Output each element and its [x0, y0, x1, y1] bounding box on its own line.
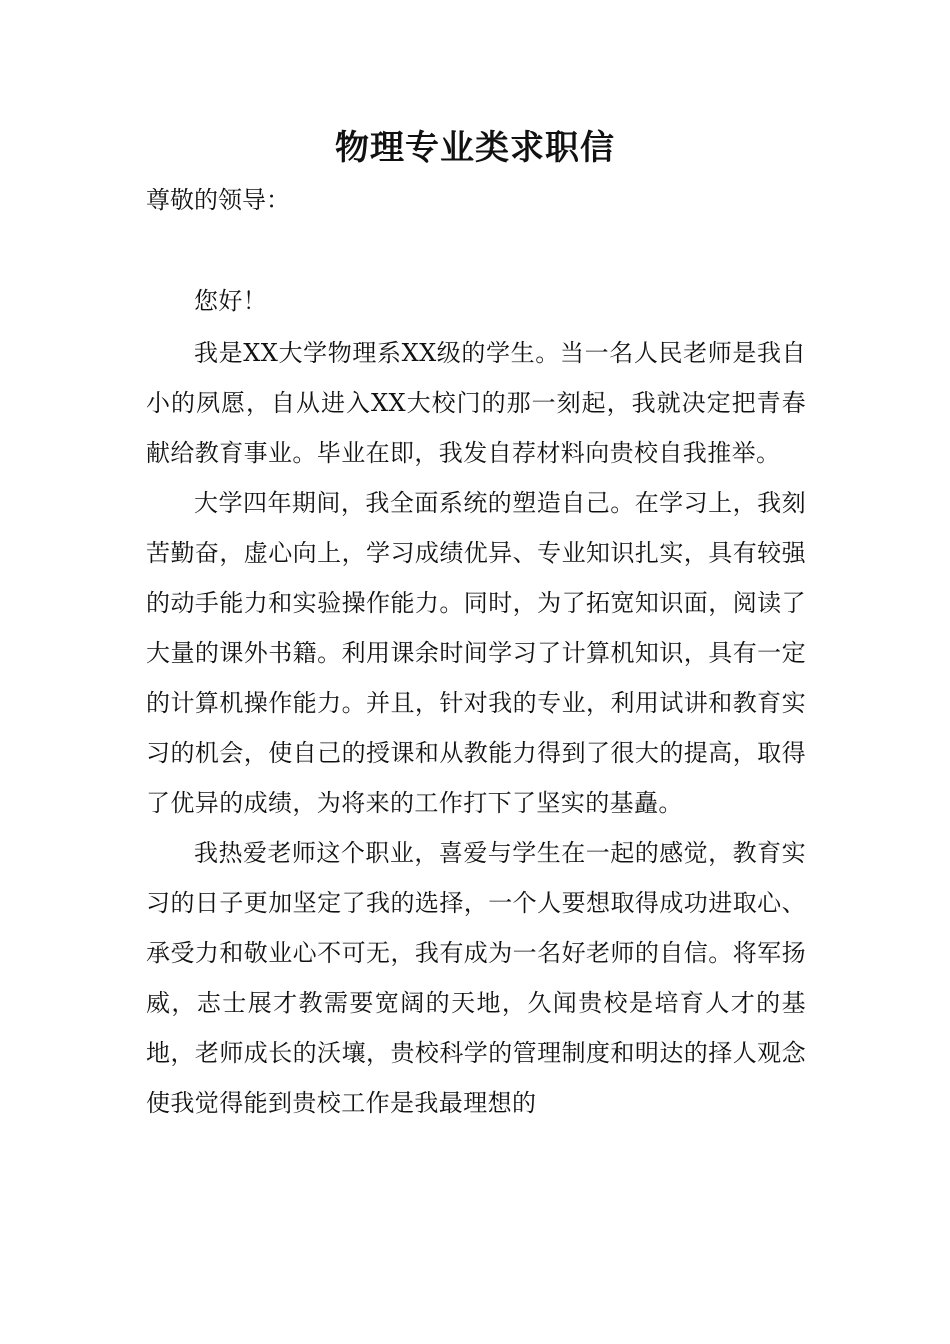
letter-body [146, 276, 806, 1128]
paragraph-introduction: 我是XX大学物理系XX级的学生。当一名人民老师是我自小的夙愿，自从进入XX大校门的那一刻起，我就决定把青春献给教育事业。毕业在即，我发自荐材料向贵校自我推举。 [146, 339, 806, 467]
paragraph-greeting: 您好！ [194, 287, 268, 315]
paragraph-career: 我热爱老师这个职业，喜爱与学生在一起的感觉，教育实习的日子更加坚定了我的选择，一个人要想取得成功进取心、承受力和敬业心不可无，我有成为一名好老师的自信。将军扬威，志士展才教需要宽阔的天地，久闻贵校是培育人才的基地，老师成长的沃壤，贵校科学的管理制度和明达的择人观念使我觉得能到贵校工作是我最理想的 [146, 839, 806, 1117]
salutation: 尊敬的领导： [146, 186, 290, 214]
document-title: 物理专业类求职信 [335, 128, 615, 168]
paragraph-study: 大学四年期间，我全面系统的塑造自己。在学习上，我刻苦勤奋，虚心向上，学习成绩优异、专业知识扎实，具有较强的动手能力和实验操作能力。同时，为了拓宽知识面，阅读了大量的课外书籍。利用课余时间学习了计算机知识，具有一定的计算机操作能力。并且，针对我的专业，利用试讲和教育实习的机会，使自己的授课和从教能力得到了很大的提高，取得了优异的成绩，为将来的工作打下了坚实的基矗。 [146, 489, 806, 817]
